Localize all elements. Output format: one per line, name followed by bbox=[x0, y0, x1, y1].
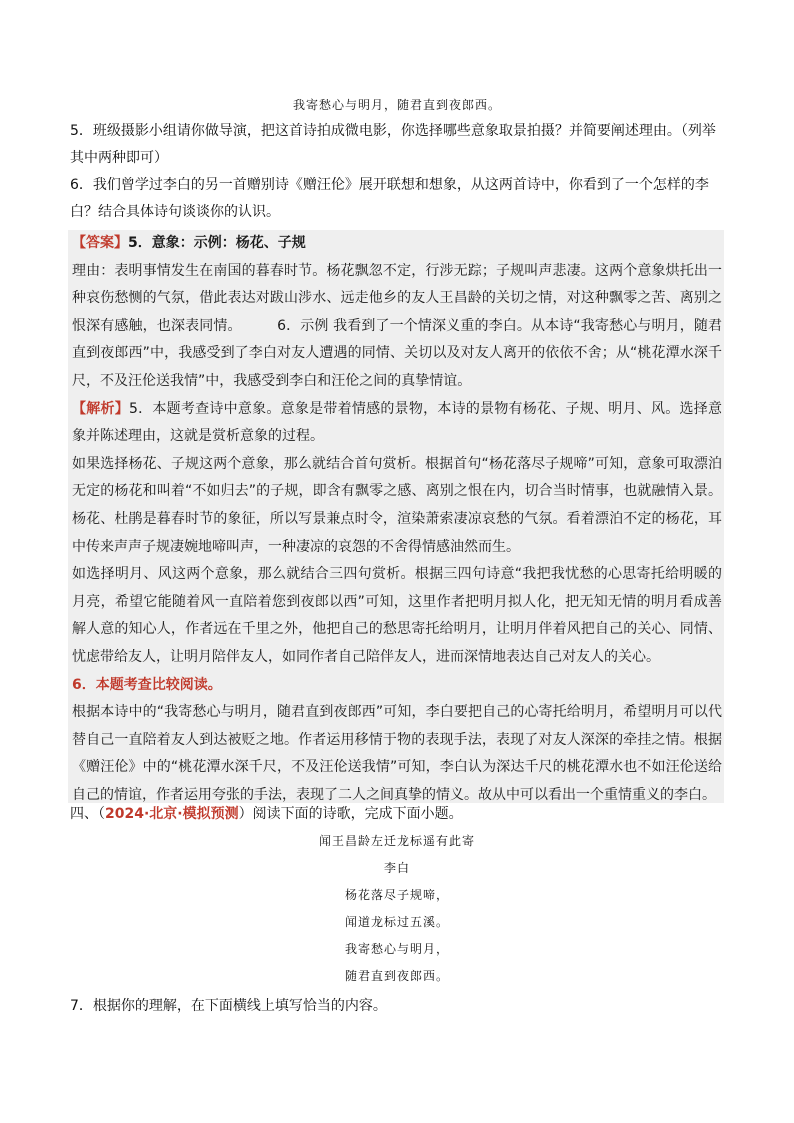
analysis-paragraph: 如选择明月、风这两个意象，那么就结合三四句赏析。根据三四句诗意“我把我忧愁的心思寄托给明暖的月亮，希望它能随着风一直陪着您到夜郎以西”可知，这里作者把明月拟人化，把无知无情的明月看成善解人意的知心人，作者远在千里之外，他把自己的愁思寄托给明月，让明月伴着风把自己的关心、同情、忧虑带给友人，让明月陪伴友人，如同作者自己陪伴友人，进而深情地表达自己对友人的关心。 bbox=[72, 566, 722, 665]
analysis-5-text: 5．本题考查诗中意象。意象是带着情感的景物，本诗的景物有杨花、子规、明月、风。选择意象并陈述理由，这就是赏析意象的过程。 bbox=[72, 400, 723, 445]
poem-author: 李白 bbox=[383, 861, 410, 875]
poem-line: 我寄愁心与明月，随君直到夜郎西。 bbox=[292, 98, 501, 112]
poem-line: 随君直到夜郎西。 bbox=[344, 969, 449, 983]
analysis-6-head: 6．本题考查比较阅读。 bbox=[72, 676, 222, 693]
question-5: 5．班级摄影小组请你做导演，把这首诗拍成微电影，你选择哪些意象取景拍摄？并简要阐述理由。（列举其中两种即可） bbox=[70, 123, 716, 166]
answer-tag: 【答案】 bbox=[72, 235, 128, 251]
section-4-prefix: 四、（ bbox=[70, 806, 105, 822]
poem-line: 闻道龙标过五溪。 bbox=[344, 915, 449, 929]
answer-6-text: 6．示例 我看到了一个情深义重的李白。从本诗“我寄愁心与明月，随君直到夜郎西”中，我感受到了李白对友人遭遇的同情、关切以及对友人离开的依依不舍；从“桃花潭水深千尺，不及汪伦送我情”中，我感受到李白和汪伦之间的真挚情谊。 bbox=[72, 317, 723, 389]
poem-title: 闻王昌龄左迁龙标遥有此寄 bbox=[318, 834, 475, 848]
source-label: 2024·北京·模拟预测 bbox=[105, 806, 239, 822]
analysis-tag: 【解析】 bbox=[72, 400, 129, 417]
answer-line-5 bbox=[72, 230, 722, 258]
answer-section bbox=[72, 230, 722, 809]
answer-5-head: 5．意象：示例：杨花、子规 bbox=[128, 235, 306, 251]
analysis-paragraph: 如果选择杨花、子规这两个意象，那么就结合首句赏析。根据首句“杨花落尽子规啼”可知，意象可取漂泊无定的杨花和叫着“不如归去”的子规，即含有飘零之感、离别之恨在内，切合当时情事，也就融情入景。杨花、杜鹃是暮春时节的象征，所以写景兼点时令，渲染萧索凄凉哀愁的气氛。看着漂泊不定的杨花，耳中传来声声子规凄婉地啼叫声，一种凄凉的哀怨的不舍得情感油然而生。 bbox=[72, 455, 722, 555]
analysis-line-5 bbox=[72, 396, 722, 451]
answer-5-text: 理由：表明事情发生在南国的暮春时节。杨花飘忽不定，行涉无踪；子规叫声悲凄。这两个意象烘托出一种哀伤愁恻的气氛，借此表达对跋山涉水、远走他乡的友人王昌龄的关切之情，对这种飘零之苦、离别之恨深有感触，也深表同情。 bbox=[72, 262, 722, 334]
analysis-paragraph: 根据本诗中的“我寄愁心与明月，随君直到夜郎西”可知，李白要把自己的心寄托给明月，希望明月可以代替自己一直陪着友人到达被贬之地。作者运用移情于物的表现手法，表现了对友人深深的牵挂之情。根据《赠汪伦》中的“桃花潭水深千尺，不及汪伦送我情”可知，李白认为深达千尺的桃花潭水也不如汪伦送给自己的情谊，作者运用夸张的手法，表现了二人之间真挚的情义。故从中可以看出一个重情重义的李白。 bbox=[72, 704, 722, 803]
answer-5-body bbox=[72, 258, 722, 396]
poem-line: 杨花落尽子规啼， bbox=[344, 888, 449, 902]
section-4-suffix: ）阅读下面的诗歌，完成下面小题。 bbox=[238, 806, 463, 822]
question-7: 7．根据你的理解，在下面横线上填写恰当的内容。 bbox=[70, 998, 387, 1014]
section-4-heading bbox=[70, 801, 725, 828]
poem-line: 我寄愁心与明月， bbox=[344, 942, 449, 956]
question-6: 6．我们曾学过李白的另一首赠别诗《赠汪伦》展开联想和想象，从这两首诗中，你看到了一个怎样的李白？结合具体诗句谈谈你的认识。 bbox=[70, 177, 709, 220]
